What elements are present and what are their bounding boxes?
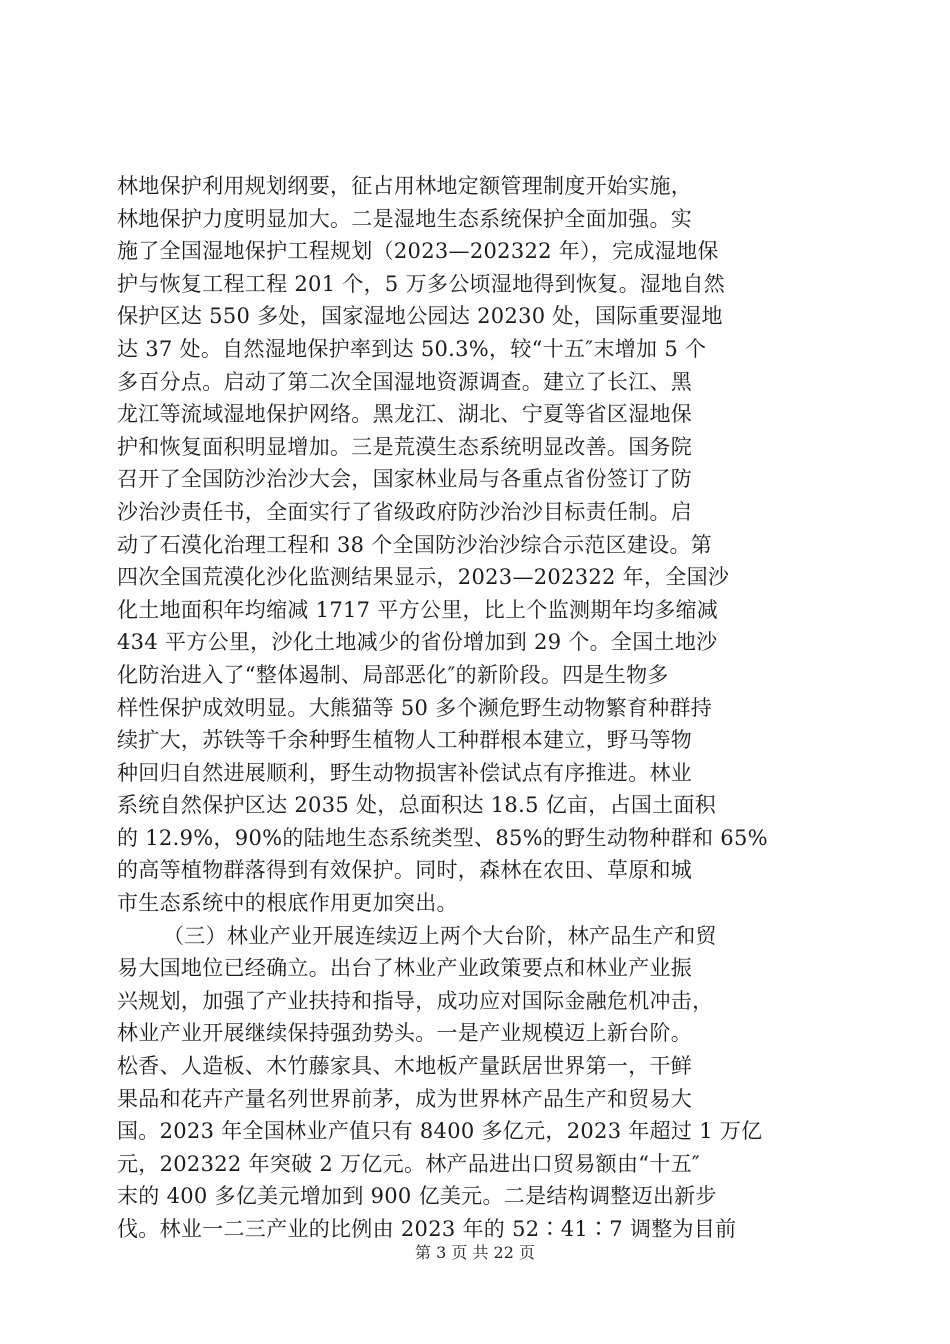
text-line: 果品和花卉产量名列世界前茅，成为世界林产品生产和贸易大 xyxy=(117,1086,693,1111)
text-line: 林地保护力度明显加大。二是湿地生态系统保护全面加强。实 xyxy=(117,206,693,231)
text-line: 的 12.9%，90%的陆地生态系统类型、85%的野生动物种群和 65% xyxy=(117,825,768,850)
text-line: 兴规划，加强了产业扶持和指导，成功应对国际金融危机冲击， xyxy=(117,988,714,1013)
text-line: 保护区达 550 多处，国家湿地公园达 20230 处，国际重要湿地 xyxy=(117,304,723,329)
text-line: 易大国地位已经确立。出台了林业产业政策要点和林业产业振 xyxy=(117,956,693,981)
body-text xyxy=(117,170,837,1246)
text-line: 龙江等流域湿地保护网络。黑龙江、湖北、宁夏等省区湿地保 xyxy=(117,402,693,427)
text-line: 样性保护成效明显。大熊猫等 50 多个濒危野生动物繁育种群持 xyxy=(117,695,713,720)
text-line: 达 37 处。自然湿地保护率到达 50.3%，较“十五″末增加 5 个 xyxy=(117,336,707,361)
text-line: 四次全国荒漠化沙化监测结果显示，2023—202322 年，全国沙 xyxy=(117,565,730,590)
text-line: 松香、人造板、木竹藤家具、木地板产量跃居世界第一，干鲜 xyxy=(117,1054,693,1079)
text-line: 续扩大，苏铁等千余种野生植物人工种群根本建立，野马等物 xyxy=(117,728,693,753)
text-line: 多百分点。启动了第二次全国湿地资源调查。建立了长江、黑 xyxy=(117,369,693,394)
text-line: 市生态系统中的根底作用更加突出。 xyxy=(117,891,458,916)
text-line: 系统自然保护区达 2035 处，总面积达 18.5 亿亩，占国土面积 xyxy=(117,793,717,818)
text-line: 护与恢复工程工程 201 个，5 万多公顷湿地得到恢复。湿地自然 xyxy=(117,271,726,296)
text-line: 种回归自然进展顺利，野生动物损害补偿试点有序推进。林业 xyxy=(117,760,693,785)
page-number: 第 3 页 共 22 页 xyxy=(415,1243,535,1262)
text-line: 元，202322 年突破 2 万亿元。林产品进出口贸易额由“十五″ xyxy=(117,1151,701,1176)
text-line: 林业产业开展继续保持强劲势头。一是产业规模迈上新台阶。 xyxy=(117,1021,693,1046)
text-line: 的高等植物群落得到有效保护。同时，森林在农田、草原和城 xyxy=(117,858,693,883)
text-line: 召开了全国防沙治沙大会，国家林业局与各重点省份签订了防 xyxy=(117,467,693,492)
text-line: 施了全国湿地保护工程规划（2023—202322 年），完成湿地保 xyxy=(117,239,719,264)
text-line: 沙治沙责任书，全面实行了省级政府防沙治沙目标责任制。启 xyxy=(117,499,693,524)
text-line: 动了石漠化治理工程和 38 个全国防沙治沙综合示范区建设。第 xyxy=(117,532,713,557)
text-line: 化防治进入了“整体遏制、局部恶化″的新阶段。四是生物多 xyxy=(117,662,669,687)
text-line: 化土地面积年均缩减 1717 平方公里，比上个监测期年均多缩减 xyxy=(117,597,719,622)
text-line: 国。2023 年全国林业产值只有 8400 多亿元，2023 年超过 1 万亿 xyxy=(117,1119,763,1144)
text-line: 434 平方公里，沙化土地减少的省份增加到 29 个。全国土地沙 xyxy=(117,630,718,655)
text-line: 护和恢复面积明显增加。三是荒漠生态系统明显改善。国务院 xyxy=(117,434,693,459)
text-line: 林地保护利用规划纲要，征占用林地定额管理制度开始实施， xyxy=(117,174,693,198)
page-footer xyxy=(0,1240,950,1263)
paragraph-start-line: （三）林业产业开展连续迈上两个大台阶，林产品生产和贸 xyxy=(163,923,717,948)
text-line: 末的 400 多亿美元增加到 900 亿美元。二是结构调整迈出新步 xyxy=(117,1184,717,1209)
text-line: 伐。林业一二三产业的比例由 2023 年的 52∶41∶7 调整为目前 xyxy=(117,1217,737,1241)
